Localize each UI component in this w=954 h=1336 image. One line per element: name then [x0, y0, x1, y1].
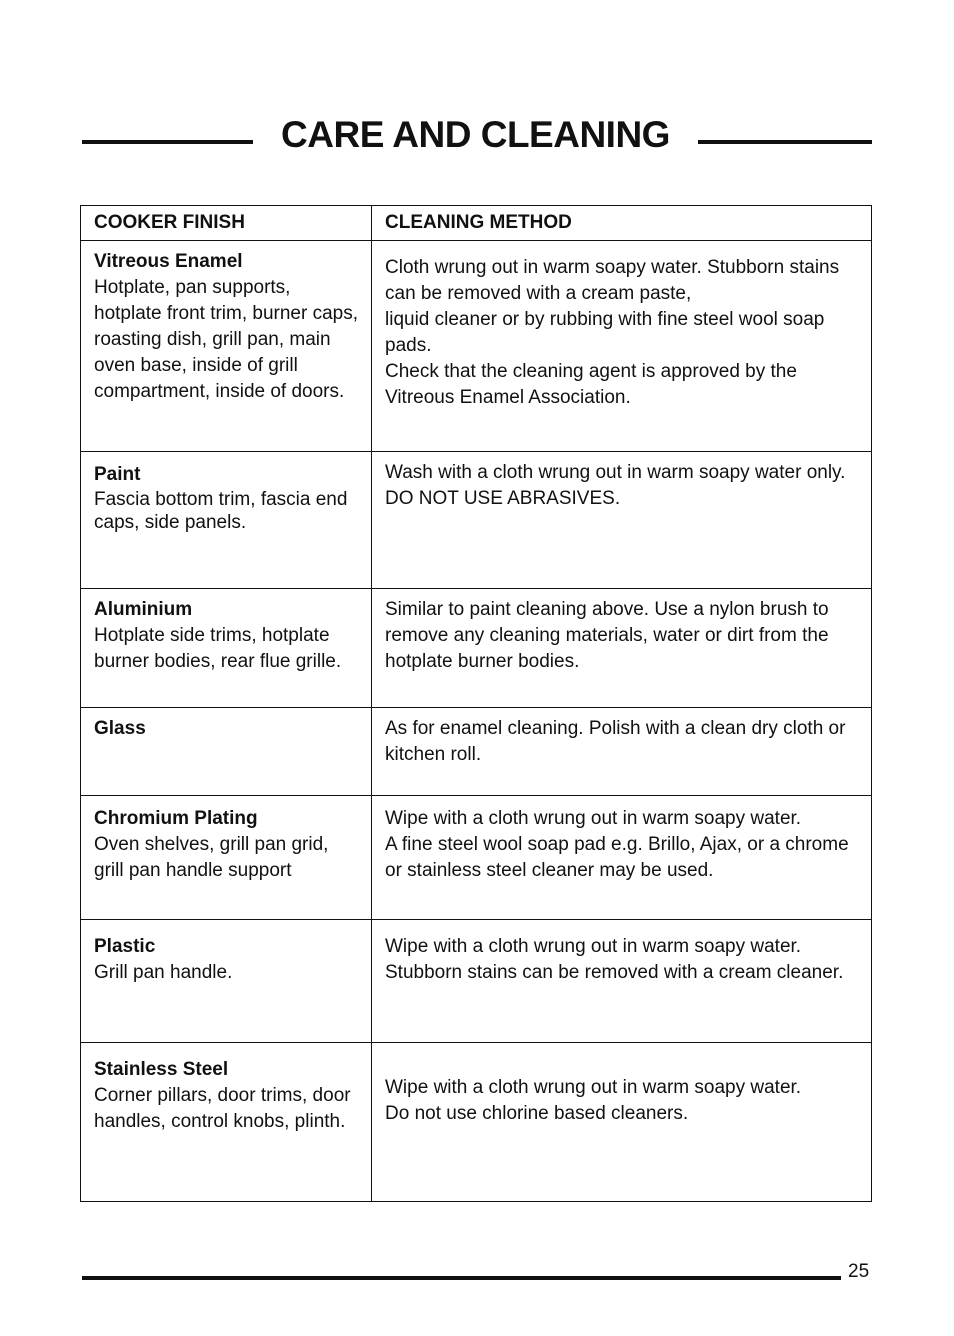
finish-name: Chromium Plating	[94, 808, 258, 829]
table-row	[81, 920, 872, 1043]
title-rule-right	[698, 140, 872, 144]
cleaning-method-text: Wipe with a cloth wrung out in warm soapy water. A fine steel wool soap pad e.g. Brillo, Ajax, or a chrome or stainless steel cleaner may be used.	[385, 808, 849, 881]
finish-name: Aluminium	[94, 599, 193, 620]
page-header	[82, 112, 872, 160]
method-cell	[372, 920, 872, 1043]
finish-items: Grill pan handle.	[94, 962, 233, 983]
method-cell	[372, 796, 872, 920]
finish-cell	[81, 796, 372, 920]
finish-name: Vitreous Enamel	[94, 251, 243, 272]
finish-cell	[81, 589, 372, 708]
table-row	[81, 796, 872, 920]
finish-items: Fascia bottom trim, fascia end caps, side panels.	[94, 489, 348, 533]
table-row	[81, 452, 872, 589]
method-cell	[372, 241, 872, 452]
method-cell	[372, 1043, 872, 1202]
page-title: CARE AND CLEANING	[281, 114, 670, 155]
table-row	[81, 241, 872, 452]
finish-name: Stainless Steel	[94, 1059, 229, 1080]
method-cell	[372, 589, 872, 708]
title-rule-left	[82, 140, 253, 144]
cleaning-method-text: As for enamel cleaning. Polish with a clean dry cloth or kitchen roll.	[385, 718, 846, 765]
finish-cell	[81, 920, 372, 1043]
table-row	[81, 1043, 872, 1202]
page-number: 25	[848, 1261, 870, 1282]
finish-cell	[81, 241, 372, 452]
finish-cell	[81, 708, 372, 796]
cleaning-method-text: Similar to paint cleaning above. Use a nylon brush to remove any cleaning materials, water or dirt from the hotplate burner bodies.	[385, 599, 829, 672]
table-header-row	[81, 206, 872, 241]
finish-name: Plastic	[94, 936, 156, 957]
method-cell	[372, 452, 872, 589]
finish-name: Glass	[94, 718, 146, 739]
cleaning-method-text: Wipe with a cloth wrung out in warm soapy water. Stubborn stains can be removed with a cream cleaner.	[385, 936, 844, 983]
cleaning-method-text: Cloth wrung out in warm soapy water. Stubborn stains can be removed with a cream paste, liquid cleaner or by rubbing with fine steel wool soap pads. Check that the cleaning agent is approved by the Vitreous Enamel Association.	[385, 257, 840, 408]
table-row	[81, 589, 872, 708]
finish-items: Oven shelves, grill pan grid, grill pan handle support	[94, 834, 329, 881]
finish-cell	[81, 452, 372, 589]
finish-items: Hotplate, pan supports, hotplate front trim, burner caps, roasting dish, grill pan, main oven base, inside of grill compartment, inside of doors.	[94, 277, 359, 402]
finish-name: Paint	[94, 464, 141, 485]
cleaning-method-text: Wipe with a cloth wrung out in warm soapy water. Do not use chlorine based cleaners.	[385, 1077, 802, 1124]
finish-items: Hotplate side trims, hotplate burner bodies, rear flue grille.	[94, 625, 342, 672]
cleaning-method-text: Wash with a cloth wrung out in warm soapy water only. DO NOT USE ABRASIVES.	[385, 462, 846, 509]
care-cleaning-table	[80, 205, 872, 1202]
footer-rule	[82, 1276, 841, 1280]
header-cleaning-method: CLEANING METHOD	[372, 206, 872, 241]
table-row	[81, 708, 872, 796]
method-cell	[372, 708, 872, 796]
header-cooker-finish: COOKER FINISH	[81, 206, 372, 241]
finish-items: Corner pillars, door trims, door handles, control knobs, plinth.	[94, 1085, 351, 1132]
finish-cell	[81, 1043, 372, 1202]
